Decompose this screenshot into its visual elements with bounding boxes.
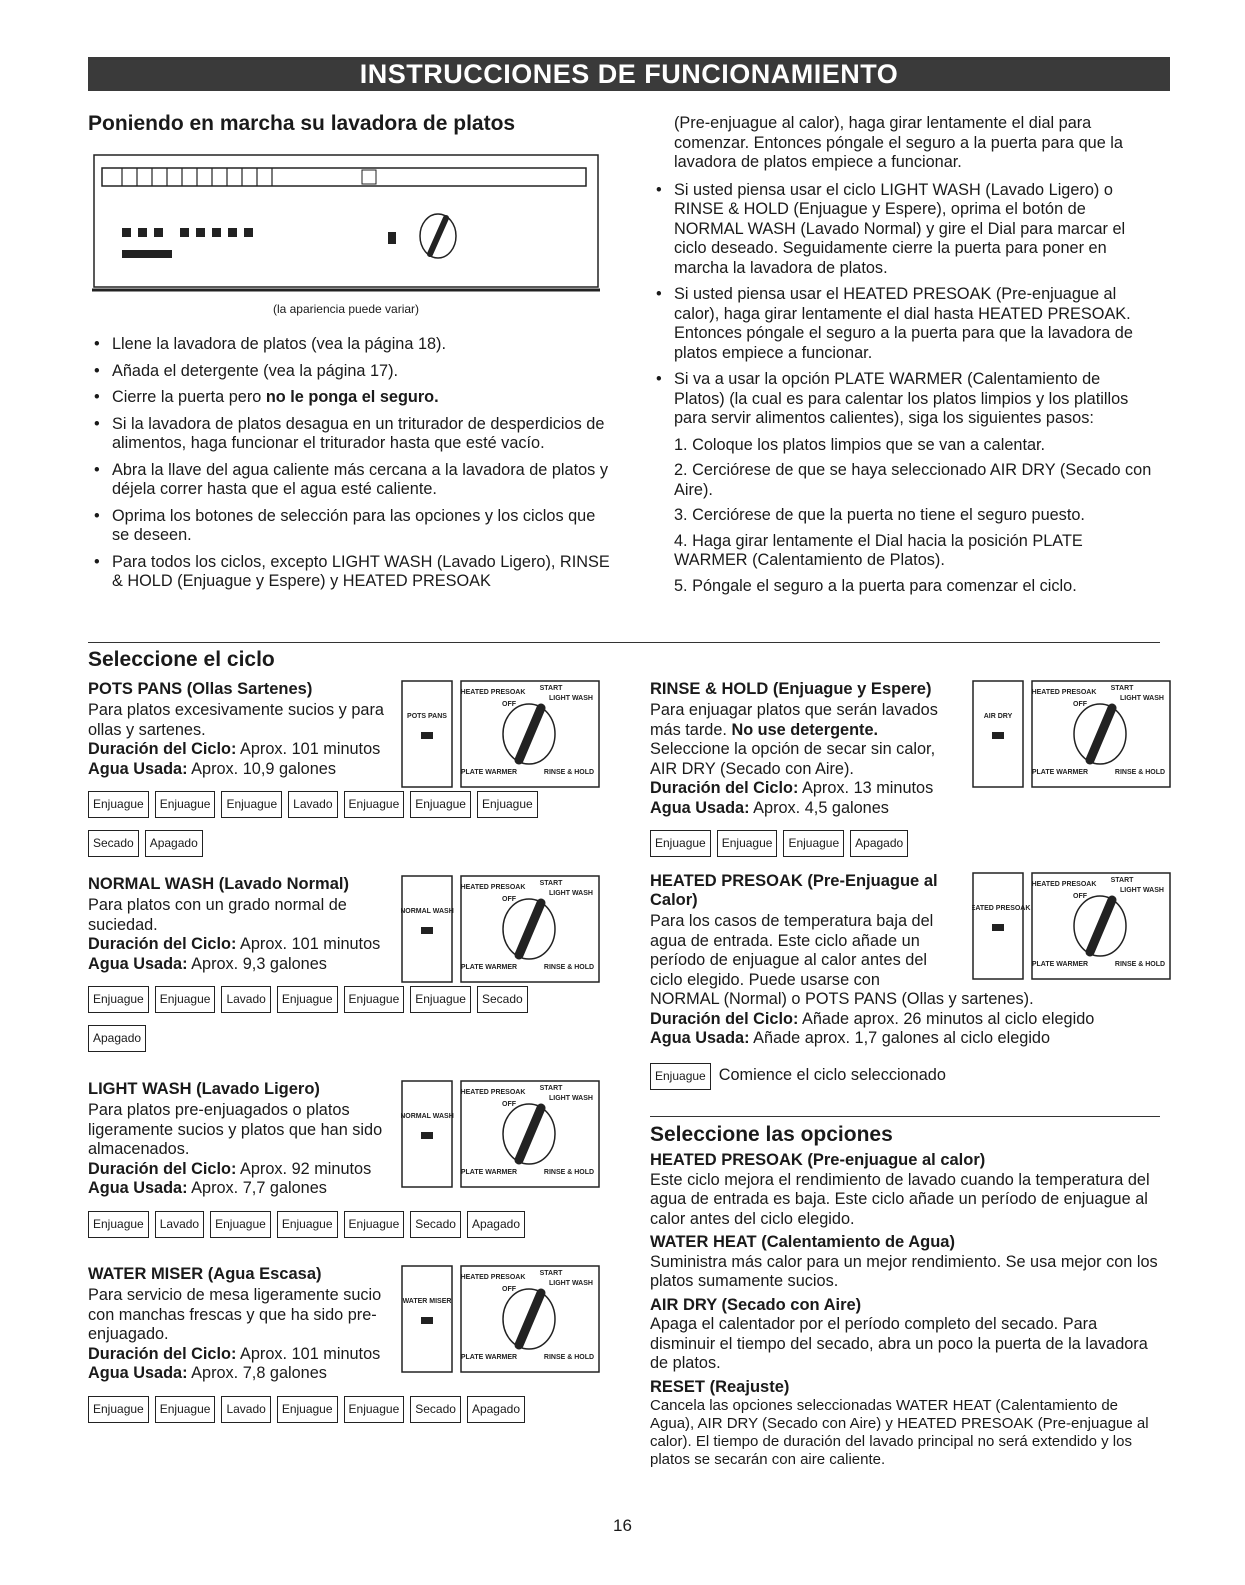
dial-label-light: LIGHT WASH [1120,695,1164,702]
option-title: RESET (Reajuste) [650,1377,790,1396]
cycle-step-box: Enjuague [783,830,844,857]
dial-label-heated: HEATED PRESOAK [1031,689,1097,696]
rinse-desc-text: Para enjuagar platos que serán lavados más tarde. [650,701,938,739]
bullet-close-door-text: Cierre la puerta pero [112,388,266,406]
water-label: Agua Usada: [88,954,188,973]
dial-label-off: OFF [502,896,516,903]
cycle-step-box: Enjuague [88,1396,149,1423]
selected-button-indicator [421,1132,433,1139]
cycle-step-box: Apagado [467,1396,525,1423]
cycle-desc: Para platos excesivamente sucios y para ollas y sartenes. [88,701,384,739]
duration-value: Aprox. 101 minutos [236,740,381,758]
water-value: Añade aprox. 1,7 galones al ciclo elegido [749,1029,1051,1047]
dial-label-start: START [1110,877,1134,884]
dial-label-light: LIGHT WASH [1120,887,1164,894]
start-section [88,112,608,136]
water-value: Aprox. 7,8 galones [187,1364,327,1382]
cycle-step-row [88,1396,558,1423]
cycle-step-box: Apagado [88,1025,146,1052]
right-intro: (Pre-enjuague al calor), haga girar lentamente el dial para comenzar. Entonces póngale el seguro a la puerta para que la lavadora de platos empiece a funcionar. [674,114,1123,171]
cycle-rinse-hold [650,680,1166,872]
water-label: Agua Usada: [88,1364,188,1382]
duration-label: Duración del Ciclo: [88,1344,237,1363]
duration-label: Duración del Ciclo: [88,1159,237,1178]
cycle-step-box: Enjuague [344,791,405,818]
section-divider [88,642,1160,643]
cycle-step-box: Enjuague [477,791,538,818]
bullet-hot-water: • Abra la llave del agua caliente más cercana a la lavadora de platos y déjela correr hasta que el agua esté caliente. [88,461,610,500]
cycle-desc [650,701,955,779]
cycle-step-box: Enjuague [650,830,711,857]
duration-value: Aprox. 13 minutos [798,779,934,797]
selected-button-indicator [421,1317,433,1324]
selected-button-label: WATER MISER [402,1298,452,1305]
cycle-step-box: Enjuague [277,1211,338,1238]
bullet-close-door-bold: no le ponga el seguro. [265,388,439,406]
bullet-detergent: • Añada el detergente (vea la página 17). [88,362,610,382]
cycle-step-box: Enjuague [221,791,282,818]
page-number: 16 [613,1516,632,1535]
right-bullet-presoak: • Si usted piensa usar el HEATED PRESOAK (Pre-enjuague al calor), haga girar lentamente el dial hasta HEATED PRESOAK. Entonces póngale el seguro a la puerta para que la lavadora de platos empiece a funcionar. [650,285,1155,363]
cycle-step-box: Apagado [145,830,203,857]
cycle-step-box: Lavado [221,1396,270,1423]
selected-button-label: NORMAL WASH [401,1113,454,1120]
step-5: 5. Póngale el seguro a la puerta para comenzar el ciclo. [674,576,1077,595]
dial-label-plate: PLATE WARMER [1031,961,1089,968]
option-text: Apaga el calentador por el período completo del secado. Para disminuir el tiempo del secado, abra un poco la puerta de la lavadora de platos. [650,1315,1148,1372]
cycle-step-box: Enjuague [410,791,471,818]
options-divider [650,1116,1160,1117]
water-value: Aprox. 7,7 galones [187,1179,327,1197]
options-section [650,1123,1160,1469]
step-box: Enjuague [650,1063,711,1090]
cycle-step-box: Enjuague [277,986,338,1013]
selected-button-label: POTS PANS [407,713,447,720]
panel-caption: (la apariencia puede variar) [272,302,420,316]
cycle-title: LIGHT WASH (Lavado Ligero) [88,1080,320,1098]
cycle-pots-pans [88,680,608,875]
cycle-step-box: Apagado [850,830,908,857]
cycle-desc: Para servicio de mesa ligeramente sucio con manchas frescas y que ha sido pre-enjuagado. [88,1286,382,1343]
dial-label-rinse: RINSE & HOLD [1114,769,1166,776]
dial-label-light: LIGHT WASH [549,1280,593,1287]
bullet-all-cycles: • Para todos los ciclos, excepto LIGHT WASH (Lavado Ligero), RINSE & HOLD (Enjuague y Espere) y HEATED PRESOAK [88,553,610,592]
duration-value: Aprox. 101 minutos [236,1344,381,1363]
selected-button-label: NORMAL WASH [401,908,454,915]
dial-label-heated: HEATED PRESOAK [1031,881,1097,888]
options-list [650,1151,1160,1469]
duration-value: Añade aprox. 26 minutos al ciclo elegido [798,1009,1095,1028]
options-title: Seleccione las opciones [650,1123,893,1146]
right-bullet-light: • Si usted piensa usar el ciclo LIGHT WASH (Lavado Ligero) o RINSE & HOLD (Enjuague y Espere), oprima el botón de NORMAL WASH (Lavado Normal) y gire el Dial para marcar el ciclo deseado. Seguidamente cierre la puerta para poner en marcha la lavadora de platos. [650,181,1155,279]
start-right-column [650,114,1155,602]
dial-label-plate: PLATE WARMER [460,1169,518,1176]
start-bullets [88,335,610,599]
water-label: Agua Usada: [88,1179,188,1197]
water-value: Aprox. 4,5 galones [749,798,889,817]
step-4: 4. Haga girar lentamente el Dial hacia la posición PLATE WARMER (Calentamiento de Platos). [674,531,1083,569]
dial-label-off: OFF [502,701,516,708]
presoak-step-row [650,1063,1160,1090]
dial-label-light: LIGHT WASH [549,1095,593,1102]
cycle-heated-presoak [650,872,1166,1110]
dial-illustration [401,1265,601,1378]
dial-label-light: LIGHT WASH [549,890,593,897]
cycle-step-box: Enjuague [344,1396,405,1423]
duration-label: Duración del Ciclo: [88,740,237,758]
cycle-step-box: Enjuague [155,986,216,1013]
duration-value: Aprox. 92 minutos [236,1159,372,1178]
cycle-desc: Para platos pre-enjuagados o platos ligeramente sucios y platos que han sido almacenados. [88,1101,383,1158]
cycle-title: RINSE & HOLD (Enjuague y Espere) [650,680,932,698]
right-bullet-plate-warmer: • Si va a usar la opción PLATE WARMER (Calentamiento de Platos) (la cual es para calentar los platos limpios y los platillos para servir alimentos calientes), siga los siguientes pasos: [650,370,1155,429]
cycle-water [650,1029,1160,1049]
cycle-step-row [88,986,558,1052]
cycle-title: HEATED PRESOAK (Pre-Enjuague al Calor) [650,872,938,909]
dial-label-plate: PLATE WARMER [460,964,518,971]
selected-button-indicator [992,732,1004,739]
cycle-title: POTS PANS (Ollas Sartenes) [88,680,313,698]
dial-illustration [972,680,1172,793]
bullet-fill: • Llene la lavadora de platos (vea la página 18). [88,335,610,355]
dial-label-light: LIGHT WASH [549,695,593,702]
cycle-step-box: Enjuague [717,830,778,857]
dial-label-start: START [539,1085,563,1092]
option-title: AIR DRY (Secado con Aire) [650,1295,862,1314]
dial-label-plate: PLATE WARMER [1031,769,1089,776]
start-title: Poniendo en marcha su lavadora de platos [88,112,516,135]
cycle-light-wash [88,1080,608,1265]
dial-label-heated: HEATED PRESOAK [460,1089,526,1096]
cycle-desc-2: NORMAL (Normal) o POTS PANS (Ollas y sartenes). [650,990,1034,1008]
cycle-step-box: Lavado [221,986,270,1013]
bullet-select: • Oprima los botones de selección para las opciones y los ciclos que se deseen. [88,507,610,546]
dial-label-rinse: RINSE & HOLD [543,964,595,971]
cycle-step-box: Secado [410,1211,461,1238]
dial-label-start: START [1110,685,1134,692]
bullet-close-door [88,388,610,408]
cycle-step-box: Enjuague [277,1396,338,1423]
rinse-desc-post: Seleccione la opción de secar sin calor, AIR DRY (Secado con Aire). [650,740,936,778]
cycle-water-miser [88,1265,608,1440]
dial-illustration [972,872,1172,985]
dial-label-off: OFF [1073,701,1087,708]
cycle-step-box: Secado [477,986,528,1013]
selected-button-indicator [992,924,1004,931]
cycle-step-box: Enjuague [155,1396,216,1423]
cycle-step-box: Enjuague [155,791,216,818]
option-text: Cancela las opciones seleccionadas WATER HEAT (Calentamiento de Agua), AIR DRY (Secado con Aire) y HEATED PRESOAK (Pre-enjuague al calor). El tiempo de duración del lavado principal no será extendido y los platos se secarán con aire caliente. [650,1397,1149,1468]
cycle-step-box: Lavado [288,791,337,818]
cycle-step-box: Lavado [155,1211,204,1238]
dial-label-rinse: RINSE & HOLD [543,769,595,776]
rinse-desc-bold: No use detergente. [731,720,879,739]
cycle-step-box: Secado [410,1396,461,1423]
water-value: Aprox. 9,3 galones [187,954,327,973]
selected-button-indicator [421,927,433,934]
dial-label-heated: HEATED PRESOAK [460,884,526,891]
dial-label-start: START [539,685,563,692]
dial-label-heated: HEATED PRESOAK [460,1274,526,1281]
dial-label-rinse: RINSE & HOLD [543,1354,595,1361]
dial-label-off: OFF [502,1101,516,1108]
dial-label-off: OFF [1073,893,1087,900]
option-title: WATER HEAT (Calentamiento de Agua) [650,1233,955,1251]
cycle-title: NORMAL WASH (Lavado Normal) [88,875,349,893]
selected-button-label: AIR DRY [983,713,1013,720]
cycle-duration [650,1010,1160,1030]
dial-label-rinse: RINSE & HOLD [543,1169,595,1176]
bullet-disposer: • Si la lavadora de platos desagua en un triturador de desperdicios de alimentos, haga funcionar el triturador hasta que esté vacío. [88,415,610,454]
dial-label-heated: HEATED PRESOAK [460,689,526,696]
dial-label-plate: PLATE WARMER [460,769,518,776]
water-label: Agua Usada: [88,759,188,778]
duration-value: Aprox. 101 minutos [236,935,381,953]
cycle-section-title: Seleccione el ciclo [88,648,275,671]
water-label: Agua Usada: [650,1029,750,1047]
cycles-left-column [88,680,608,1440]
cycle-step-row [88,1211,558,1238]
option-text: Este ciclo mejora el rendimiento de lavado cuando la temperatura del agua de entrada es baja. Este ciclo añade un período de enjuague al calor antes del ciclo elegido. [650,1170,1150,1228]
cycle-desc: Para los casos de temperatura baja del agua de entrada. Este ciclo añade un período de enjuague al calor antes del ciclo elegido. Puede usarse con [650,912,934,989]
dial-label-plate: PLATE WARMER [460,1354,518,1361]
duration-label: Duración del Ciclo: [650,1009,799,1028]
dial-label-start: START [539,880,563,887]
cycle-step-box: Apagado [467,1211,525,1238]
step-3: 3. Cerciórese de que la puerta no tiene el seguro puesto. [674,506,1085,524]
section-banner: INSTRUCCIONES DE FUNCIONAMIENTO [88,57,1170,91]
cycle-step-row [88,791,558,857]
cycle-step-box: Secado [88,830,139,857]
cycle-water [650,799,1160,819]
cycle-normal-wash [88,875,608,1080]
cycle-step-box: Enjuague [410,986,471,1013]
cycle-step-row [650,830,1160,857]
cycle-step-box: Enjuague [210,1211,271,1238]
cycle-step-box: Enjuague [88,791,149,818]
step-1: 1. Coloque los platos limpios que se van a calentar. [674,435,1046,454]
dial-illustration [401,680,601,793]
cycle-step-box: Enjuague [344,1211,405,1238]
dial-label-start: START [539,1270,563,1277]
cycles-right-column [650,680,1166,1469]
cycle-title: WATER MISER (Agua Escasa) [88,1265,322,1283]
cycle-step-box: Enjuague [344,986,405,1013]
presoak-step-text: Comience el ciclo seleccionado [718,1066,946,1085]
dial-label-rinse: RINSE & HOLD [1114,961,1166,968]
option-text: Suministra más calor para un mejor rendimiento. Se usa mejor con los platos sumamente sucios. [650,1252,1158,1290]
dial-label-off: OFF [502,1286,516,1293]
control-panel-illustration [92,150,600,292]
water-label: Agua Usada: [650,798,750,817]
dial-illustration [401,1080,601,1193]
option-title: HEATED PRESOAK (Pre-enjuague al calor) [650,1151,986,1169]
cycle-step-box: Enjuague [88,986,149,1013]
selected-button-label: HEATED PRESOAK [972,905,1031,912]
step-2: 2. Cerciórese de que se haya seleccionado AIR DRY (Secado con Aire). [674,461,1152,499]
dial-illustration [401,875,601,988]
duration-label: Duración del Ciclo: [88,935,237,953]
cycle-step-box: Enjuague [88,1211,149,1238]
selected-button-indicator [421,732,433,739]
duration-label: Duración del Ciclo: [650,779,799,797]
water-value: Aprox. 10,9 galones [187,759,336,778]
cycle-desc: Para platos con un grado normal de suciedad. [88,896,347,934]
